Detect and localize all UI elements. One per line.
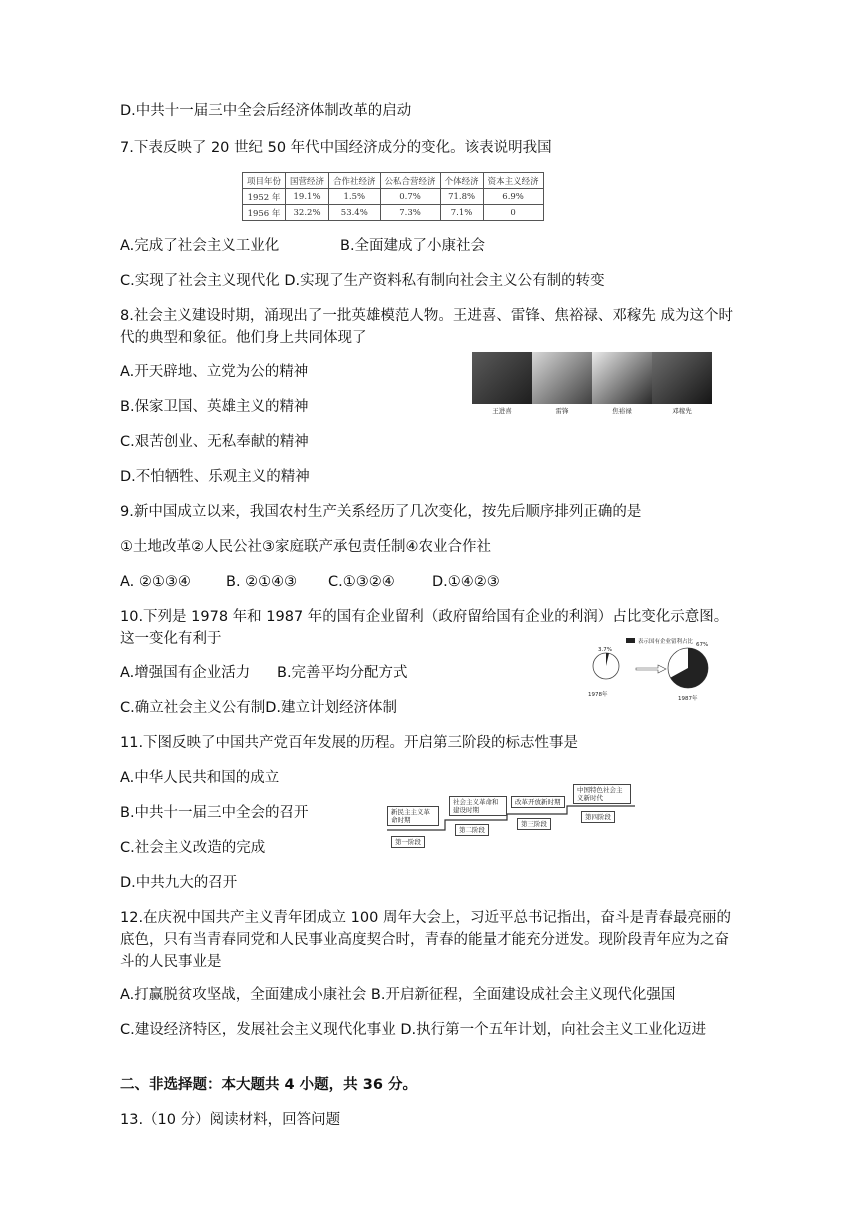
pie-figure-svg (578, 634, 714, 704)
q7-option-b: B.全面建成了小康社会 (340, 238, 486, 254)
hero-photo (652, 352, 712, 404)
q8-stem: 8.社会主义建设时期，涌现出了一批英雄模范人物。王进喜、雷锋、焦裕禄、邓稼先 成为这个时代的典型和象征。他们身上共同体现了 (120, 308, 733, 346)
table-header-row (243, 173, 544, 189)
q10-option-a: A.增强国有企业活力 (120, 665, 251, 681)
party-history-stairs-diagram (385, 784, 637, 848)
stage1-label: 第一阶段 (391, 836, 425, 848)
stage4-title: 中国特色社会主义新时代 (573, 784, 631, 804)
retained-profit-pie-figure (578, 634, 714, 704)
hero-caption: 邓稼先 (672, 407, 692, 415)
table-header: 个体经济 (440, 173, 483, 189)
table-row (243, 189, 544, 205)
q11-stem: 11.下图反映了中国共产党百年发展的历程。开启第三阶段的标志性事是 (120, 735, 579, 751)
hero-photo (532, 352, 592, 404)
heroes-photo-strip (472, 352, 710, 422)
hero-photo (472, 352, 532, 404)
table-cell: 32.2% (286, 205, 329, 221)
q9-option-d: D.①④②③ (432, 574, 500, 590)
table-header: 国营经济 (286, 173, 329, 189)
table-cell: 53.4% (329, 205, 381, 221)
q6-option-d: D.中共十一届三中全会后经济体制改革的启动 (120, 103, 412, 119)
pie-1978-year: 1978年 (588, 692, 608, 698)
economy-table (242, 172, 544, 221)
q8-option-a: A.开天辟地、立党为公的精神 (120, 364, 309, 380)
q12-options-cd: C.建设经济特区，发展社会主义现代化事业 D.执行第一个五年计划，向社会主义工业化迈进 (120, 1022, 707, 1038)
table-cell: 19.1% (286, 189, 329, 205)
q9-stem: 9.新中国成立以来，我国农村生产关系经历了几次变化，按先后顺序排列正确的是 (120, 504, 642, 520)
table-header: 公私合营经济 (380, 173, 440, 189)
q9-option-a: A. ②①③④ (120, 574, 191, 590)
q11-option-a: A.中华人民共和国的成立 (120, 770, 280, 786)
table-cell: 7.1% (440, 205, 483, 221)
table-header: 合作社经济 (329, 173, 381, 189)
hero-caption: 王进喜 (492, 407, 512, 415)
q10-option-b: B.完善平均分配方式 (277, 665, 408, 681)
arrow-icon (636, 665, 666, 673)
table-cell: 0.7% (380, 189, 440, 205)
stage4-label: 第四阶段 (581, 811, 615, 823)
q10-stem: 10.下列是 1978 年和 1987 年的国有企业留利（政府留给国有企业的利润）占比变化示意图。这一变化有利于 (120, 609, 729, 647)
q9-items: ①土地改革②人民公社③家庭联产承包责任制④农业合作社 (120, 539, 491, 555)
stage2-title: 社会主义革命和建设时期 (449, 796, 507, 816)
table-cell: 7.3% (380, 205, 440, 221)
pie-1978-value: 3.7% (598, 647, 612, 653)
section-2-heading: 二、非选择题：本大题共 4 小题，共 36 分。 (120, 1077, 417, 1093)
q11-option-b: B.中共十一届三中全会的召开 (120, 805, 309, 821)
q8-option-d: D.不怕牺牲、乐观主义的精神 (120, 469, 310, 485)
table-row (243, 205, 544, 221)
q9-option-c: C.①③②④ (328, 574, 395, 590)
q12-stem: 12.在庆祝中国共产主义青年团成立 100 周年大会上，习近平总书记指出，奋斗是青春最亮丽的底色，只有当青春同党和人民事业高度契合时，青春的能量才能充分迸发。现阶段青年应为之奋斗的人民事业是 (120, 910, 731, 970)
hero-photo (592, 352, 652, 404)
pie-1987-value: 67% (696, 642, 709, 648)
stage2-label: 第二阶段 (455, 824, 489, 836)
q8-option-b: B.保家卫国、英雄主义的精神 (120, 399, 309, 415)
table-cell: 1956 年 (243, 205, 286, 221)
legend-swatch (626, 638, 635, 643)
table-cell: 1952 年 (243, 189, 286, 205)
q7-stem: 7.下表反映了 20 世纪 50 年代中国经济成分的变化。该表说明我国 (120, 140, 552, 156)
legend-label: 表示国有企业留利占比 (638, 639, 694, 645)
table-header: 资本主义经济 (483, 173, 543, 189)
stage1-title: 新民主主义革命时期 (387, 806, 439, 826)
q11-option-d: D.中共九大的召开 (120, 875, 238, 891)
q7-options-cd: C.实现了社会主义现代化 D.实现了生产资料私有制向社会主义公有制的转变 (120, 273, 605, 289)
q13-stem: 13.（10 分）阅读材料，回答问题 (120, 1112, 341, 1128)
hero-caption: 雷锋 (555, 407, 569, 415)
q11-option-c: C.社会主义改造的完成 (120, 840, 266, 856)
q9-option-b: B. ②①④③ (226, 574, 298, 590)
q7-option-a: A.完成了社会主义工业化 (120, 238, 280, 254)
table-cell: 0 (483, 205, 543, 221)
q10-options-cd: C.确立社会主义公有制D.建立计划经济体制 (120, 700, 398, 716)
pie-1987-year: 1987年 (678, 696, 698, 702)
stage3-label: 第三阶段 (517, 818, 551, 830)
table-header: 项目年份 (243, 173, 286, 189)
table-cell: 6.9% (483, 189, 543, 205)
hero-caption: 焦裕禄 (612, 407, 632, 415)
table-cell: 1.5% (329, 189, 381, 205)
q12-options-ab: A.打赢脱贫攻坚战，全面建成小康社会 B.开启新征程，全面建设成社会主义现代化强国 (120, 987, 676, 1003)
stage3-title: 改革开放新时期 (511, 796, 565, 808)
table-cell: 71.8% (440, 189, 483, 205)
q8-option-c: C.艰苦创业、无私奉献的精神 (120, 434, 309, 450)
